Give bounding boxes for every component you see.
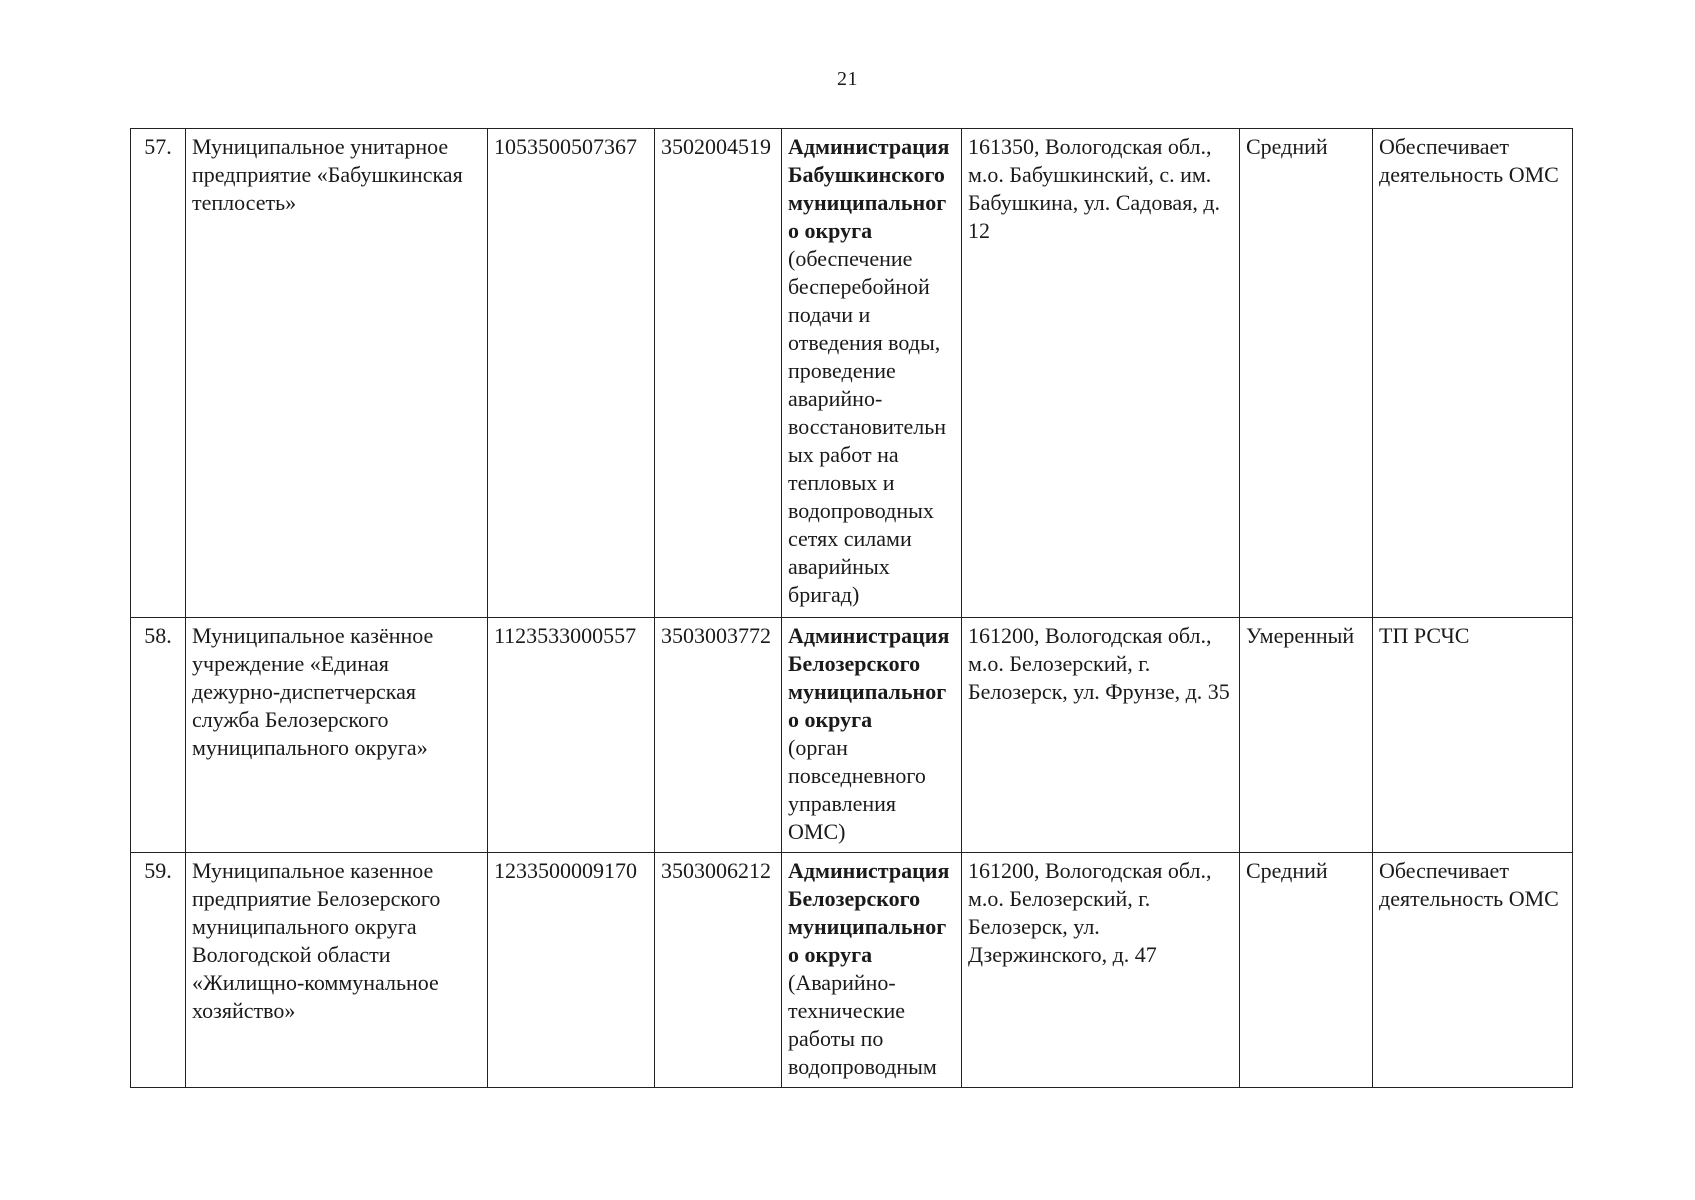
administration-note: (орган повседневного управления ОМС) [788, 735, 926, 844]
table-row [131, 129, 1573, 618]
table-row [131, 618, 1573, 853]
administration-cell [782, 618, 962, 853]
inn-value: 3503006212 [655, 853, 782, 1088]
organization-name: Муниципальное казённое учреждение «Единая дежурно-диспетчерская служба Белозерского муниципального округа» [186, 618, 488, 853]
level-cell: Умеренный [1240, 618, 1373, 853]
page-number: 21 [837, 68, 858, 90]
organization-name: Муниципальное унитарное предприятие «Бабушкинская теплосеть» [186, 129, 488, 618]
address-cell: 161200, Вологодская обл., м.о. Белозерский, г. Белозерск, ул. Фрунзе, д. 35 [962, 618, 1240, 853]
row-number: 58. [131, 618, 186, 853]
ogrn-value: 1233500009170 [488, 853, 655, 1088]
administration-name: Администрация Бабушкинского муниципального округа [788, 134, 950, 243]
inn-value: 3503003772 [655, 618, 782, 853]
level-cell: Средний [1240, 853, 1373, 1088]
inn-value: 3502004519 [655, 129, 782, 618]
ogrn-value: 1123533000557 [488, 618, 655, 853]
administration-cell [782, 129, 962, 618]
address-cell: 161350, Вологодская обл., м.о. Бабушкинский, с. им. Бабушкина, ул. Садовая, д. 12 [962, 129, 1240, 618]
organization-name: Муниципальное казенное предприятие Белозерского муниципального округа Вологодской области «Жилищно-коммунальное хозяйство» [186, 853, 488, 1088]
administration-note: (обеспечение бесперебойной подачи и отведения воды, проведение аварийно-восстановительных работ на тепловых и водопроводных сетях силами аварийных бригад) [788, 246, 947, 607]
function-cell: ТП РСЧС [1373, 618, 1573, 853]
function-cell: Обеспечивает деятельность ОМС [1373, 129, 1573, 618]
row-number: 59. [131, 853, 186, 1088]
ogrn-value: 1053500507367 [488, 129, 655, 618]
address-cell: 161200, Вологодская обл., м.о. Белозерский, г. Белозерск, ул. Дзержинского, д. 47 [962, 853, 1240, 1088]
administration-name: Администрация Белозерского муниципального округа [788, 858, 950, 967]
row-number: 57. [131, 129, 186, 618]
level-cell: Средний [1240, 129, 1373, 618]
organizations-table [130, 128, 1573, 1088]
administration-name: Администрация Белозерского муниципального округа [788, 623, 950, 732]
administration-cell [782, 853, 962, 1088]
table-row [131, 853, 1573, 1088]
function-cell: Обеспечивает деятельность ОМС [1373, 853, 1573, 1088]
administration-note: (Аварийно-технические работы по водопроводным [788, 970, 937, 1079]
